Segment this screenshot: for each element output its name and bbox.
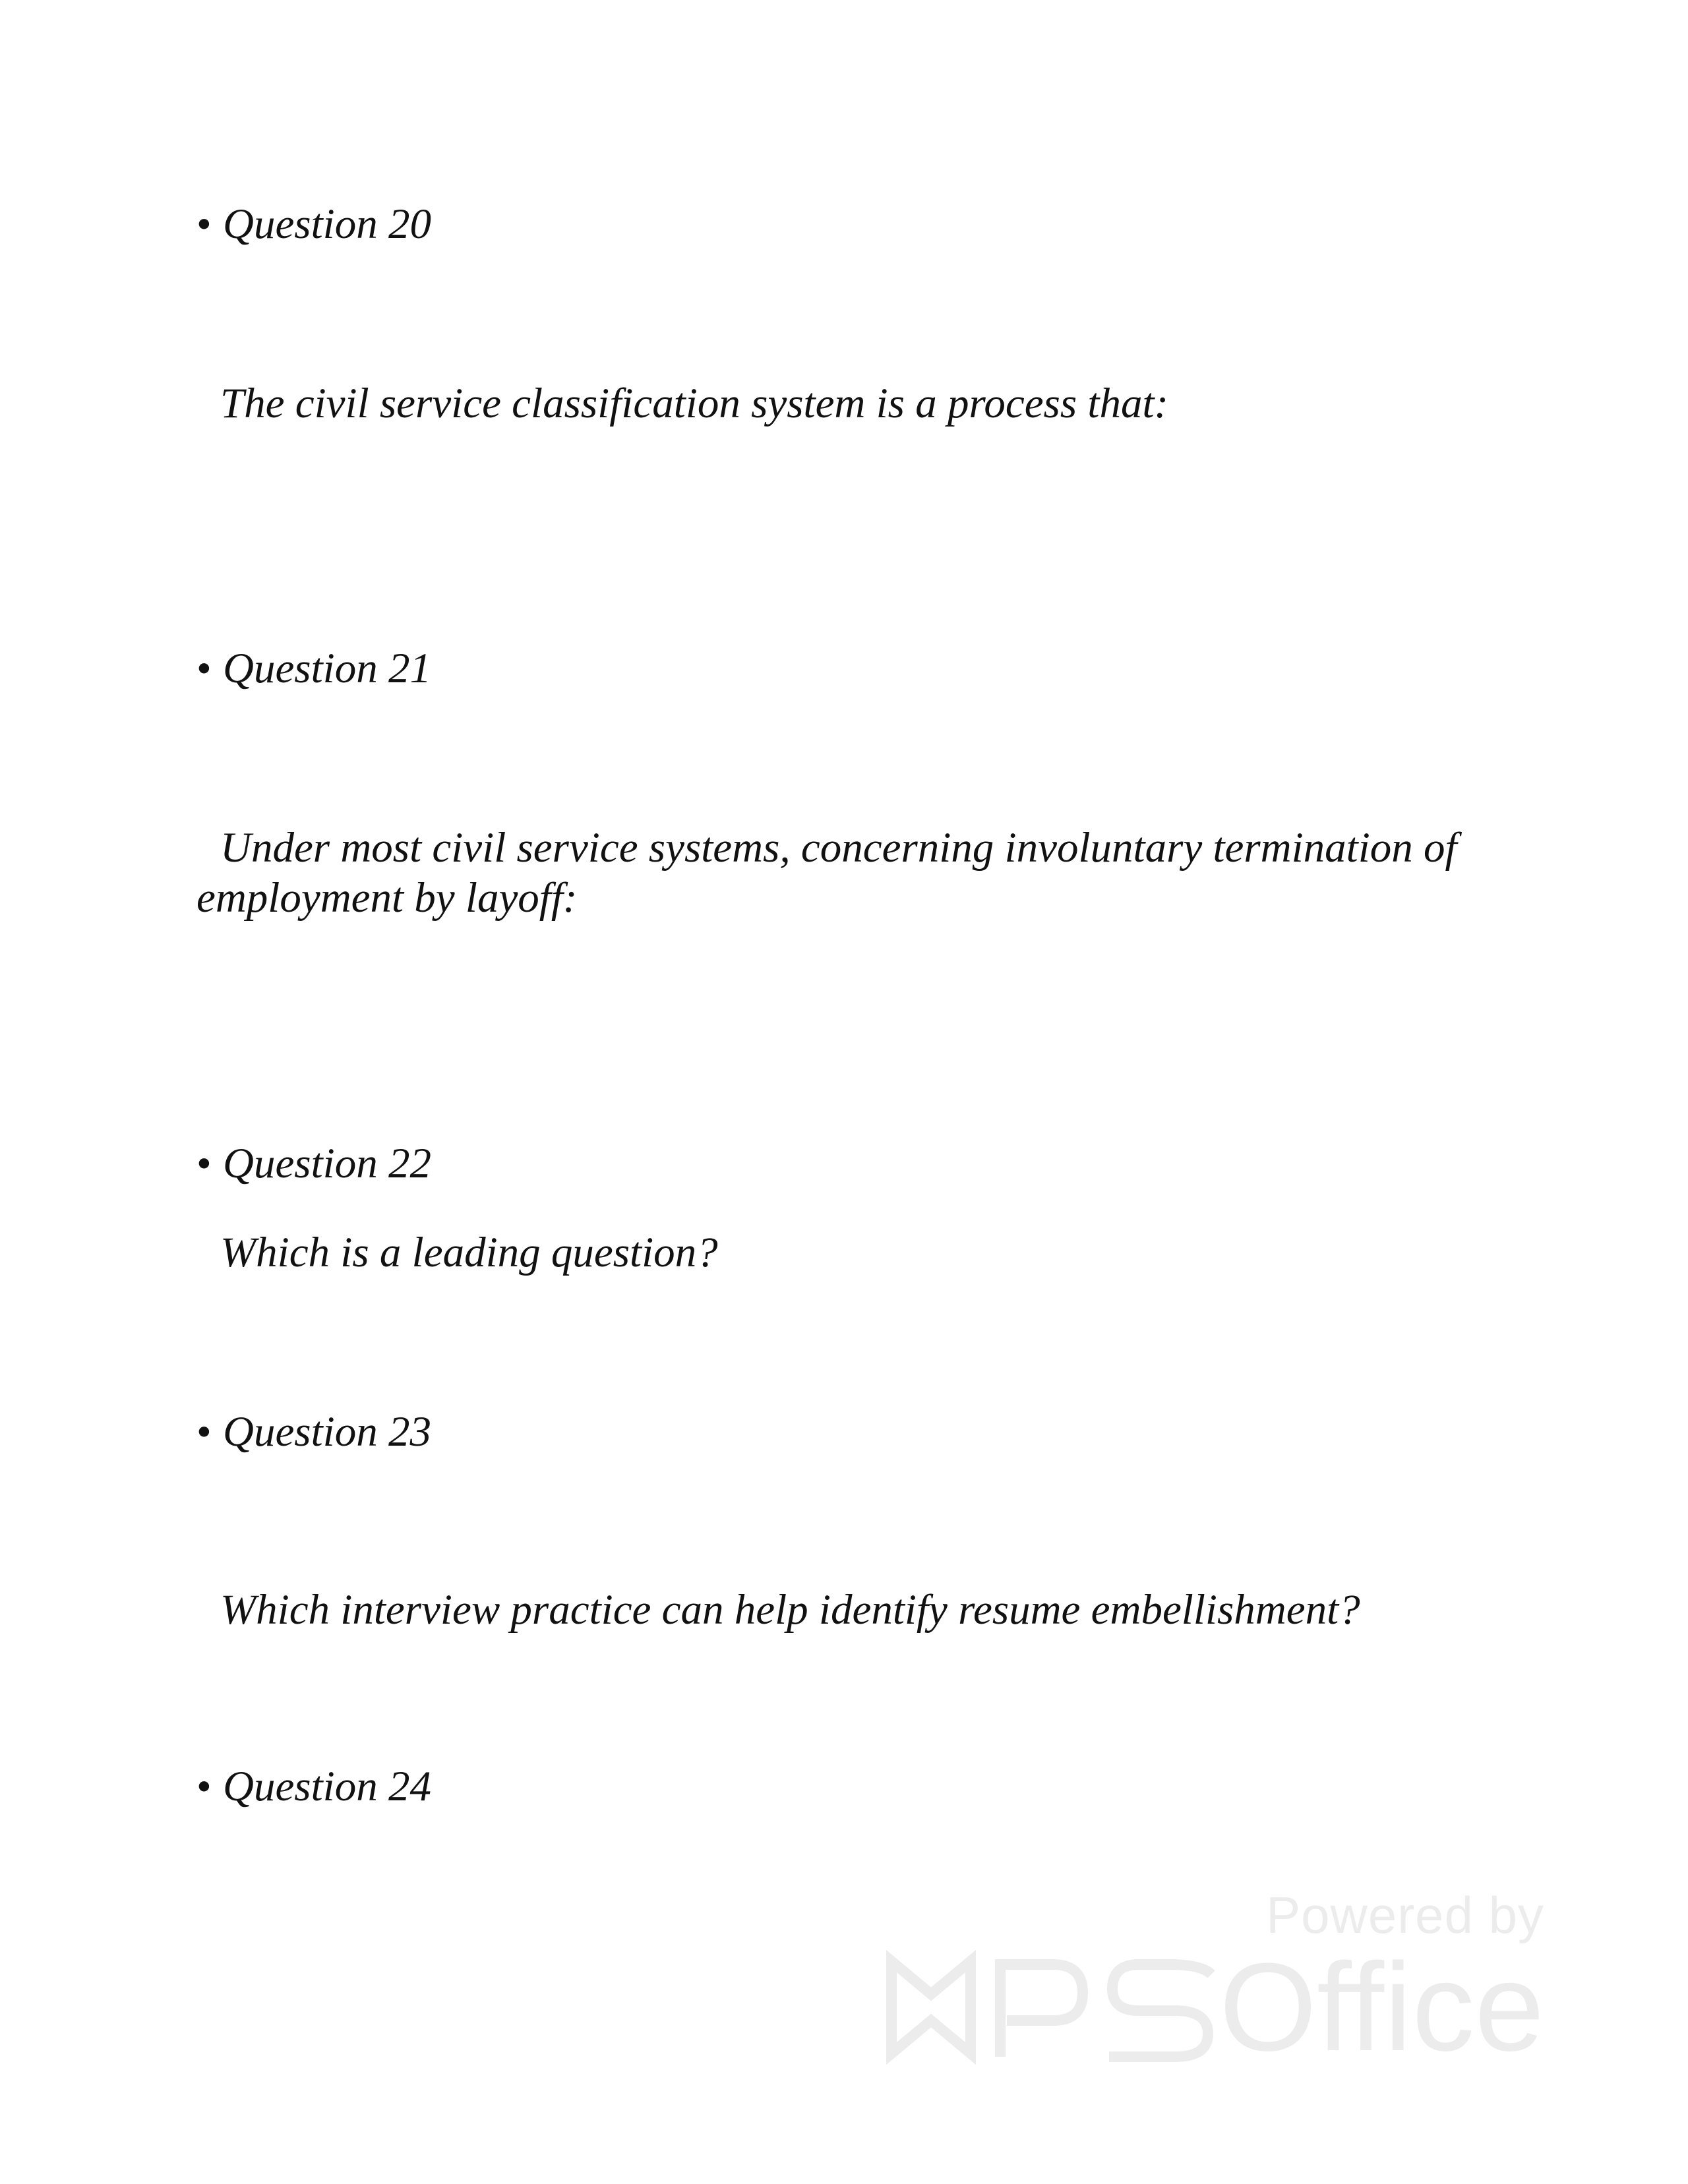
- question-text: Which interview practice can help identify resume embellishment?: [220, 1586, 1360, 1634]
- question-text: Under most civil service systems, concerning involuntary termination of employment by layoff:: [196, 824, 1457, 922]
- bullet: •: [196, 1140, 212, 1187]
- watermark-logo: [885, 1937, 1544, 2077]
- question-heading: [196, 643, 431, 694]
- watermark-product: Office: [1219, 1937, 1544, 2077]
- question-heading: [196, 1761, 431, 1812]
- bullet: •: [196, 1408, 212, 1456]
- question-heading: [196, 199, 431, 249]
- question-label: Question 22: [223, 1140, 431, 1187]
- question-text: The civil service classification system is a process that:: [220, 380, 1169, 427]
- question-heading: [196, 1138, 431, 1189]
- question-label: Question 20: [223, 200, 431, 248]
- bullet: •: [196, 200, 212, 248]
- question-heading: [196, 1407, 431, 1457]
- watermark-powered-by: Powered by: [1266, 1886, 1544, 1944]
- wps-office-watermark: [885, 1885, 1544, 2077]
- wps-logo-icon: [885, 1948, 1228, 2067]
- question-label: Question 23: [223, 1408, 431, 1456]
- question-label: Question 21: [223, 645, 431, 692]
- question-label: Question 24: [223, 1763, 431, 1810]
- question-text: Which is a leading question?: [220, 1229, 718, 1276]
- bullet: •: [196, 645, 212, 692]
- bullet: •: [196, 1763, 212, 1810]
